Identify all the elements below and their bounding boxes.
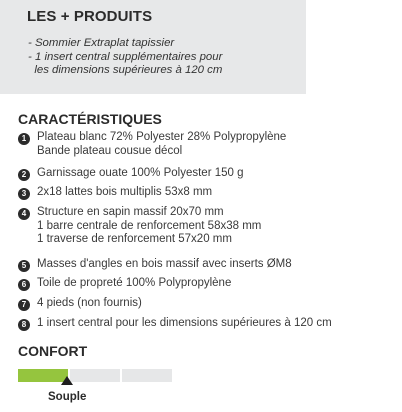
feature-text: 4 pieds (non fournis) bbox=[37, 297, 142, 309]
feature-number-badge: 2 bbox=[18, 169, 30, 181]
feature-number-badge: 4 bbox=[18, 208, 30, 220]
feature-text: 1 insert central pour les dimensions supérieures à 120 cm bbox=[37, 317, 332, 329]
feature-number-badge: 6 bbox=[18, 279, 30, 291]
feature-item bbox=[18, 186, 212, 200]
plus-produits-item: - Sommier Extraplat tapissier bbox=[28, 37, 175, 49]
feature-item bbox=[18, 167, 244, 181]
feature-item bbox=[18, 206, 261, 247]
feature-text: Plateau blanc 72% Polyester 28% Polypropylène bbox=[37, 131, 287, 143]
gauge-marker-icon bbox=[61, 376, 73, 385]
feature-number-badge: 5 bbox=[18, 260, 30, 272]
feature-text: 2x18 lattes bois multiplis 53x8 mm bbox=[37, 186, 213, 198]
confort-level-label: Souple bbox=[48, 391, 87, 403]
feature-item bbox=[18, 297, 142, 311]
feature-text: Structure en sapin massif 20x70 mm bbox=[37, 206, 224, 218]
feature-text: Masses d'angles en bois massif avec inserts ØM8 bbox=[37, 258, 292, 270]
confort-title: CONFORT bbox=[18, 343, 88, 359]
plus-produits-list bbox=[28, 37, 222, 78]
feature-text: Bande plateau cousue décol bbox=[37, 144, 183, 157]
feature-number-badge: 7 bbox=[18, 299, 30, 311]
feature-item bbox=[18, 258, 292, 272]
gauge-segment-ferme bbox=[122, 369, 172, 382]
feature-item bbox=[18, 317, 332, 331]
plus-produits-item: - 1 insert central supplémentaires pour bbox=[28, 50, 223, 63]
feature-text: 1 barre centrale de renforcement 58x38 mm bbox=[37, 219, 262, 232]
feature-item bbox=[18, 277, 231, 291]
feature-number-badge: 1 bbox=[18, 133, 30, 145]
feature-item bbox=[18, 131, 286, 158]
confort-gauge bbox=[18, 369, 174, 382]
gauge-segment-medium bbox=[70, 369, 120, 382]
feature-number-badge: 3 bbox=[18, 188, 30, 200]
feature-text: 1 traverse de renforcement 57x20 mm bbox=[37, 233, 232, 245]
feature-text: Toile de propreté 100% Polypropylène bbox=[37, 277, 232, 289]
plus-produits-item: les dimensions supérieures à 120 cm bbox=[28, 64, 223, 76]
feature-text: Garnissage ouate 100% Polyester 150 g bbox=[37, 167, 244, 179]
feature-number-badge: 8 bbox=[18, 319, 30, 331]
plus-produits-box bbox=[0, 0, 306, 94]
plus-produits-title: LES + PRODUITS bbox=[27, 8, 153, 25]
caracteristiques-title: CARACTÉRISTIQUES bbox=[18, 111, 162, 127]
